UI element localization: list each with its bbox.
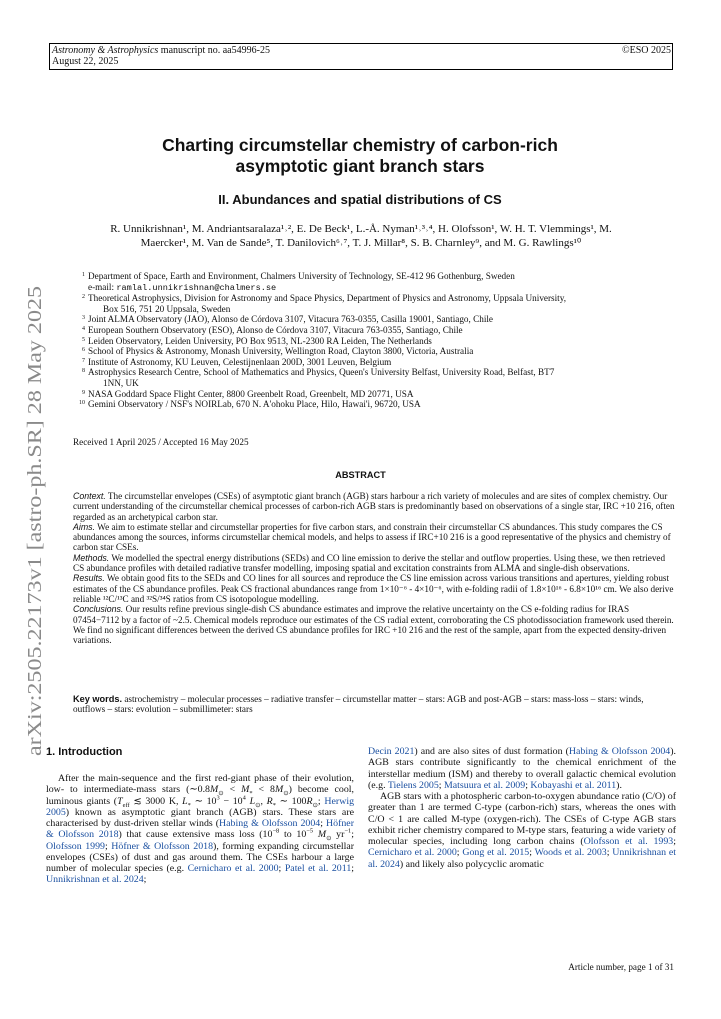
affiliation-label: European Southern Observatory (ESO), Alonso de Córdova 3107, Vitacura 763-0355, Santiago, Chile (88, 324, 463, 335)
paragraph: After the main-sequence and the first red-giant phase of their evolution, low- to intermediate-mass stars $(\sim 0.8M_⊙ < M_* < 8M_⊙)$ become cool, luminous giants ($T_{eff}$ ≲ 3000 K, $L_*$ ∼ $10^3 - 10^4$ $L_⊙$, $R_*$ ∼ $100R_⊙$; Herwig 2005) known as asymptotic giant branch (AGB) stars. These stars are characterised by dust-driven stellar winds (Habing & Olofsson 2004; Höfner & Olofsson 2018) that cause extensive mass loss ($10^{-8}$ to $10^{-5}$ $M_⊙$ $yr^{-1}$; Olofsson 1999; Höfner & Olofsson 2018), forming expanding circumstellar envelopes (CSEs) of dust and gas around them. The CSEs harbour a large number of molecular species (e.g. Cernicharo et al. 2000; Patel et al. 2011; Unnikrishnan et al. 2024; (46, 773, 355, 886)
affiliation-number: 4 (82, 325, 85, 332)
label-conclusions: Conclusions. (73, 604, 124, 615)
page-footer: Article number, page 1 of 31 (568, 962, 674, 972)
citation-link[interactable]: Habing & Olofsson 2004 (568, 746, 671, 757)
affiliation-label: e-mail: (88, 281, 117, 292)
citation-link[interactable]: Tielens 2005 (387, 779, 439, 791)
citation-link[interactable]: Gong et al. 2015 (462, 847, 530, 859)
affiliation-label: Theoretical Astrophysics, Division for Astronomy and Space Physics, Department of Physics and Astronomy, Uppsala University, (88, 293, 567, 304)
keywords-text: astrochemistry – molecular processes – radiative transfer – circumstellar matter – stars: AGB and post-AGB – stars: mass-loss – stars: winds, outflows – stars: evolution – submillimeter: stars (73, 694, 644, 715)
affiliation-number: 10 (79, 400, 85, 407)
citation-link[interactable]: Patel et al. 2011 (284, 863, 352, 874)
citation-link[interactable]: Kobayashi et al. 2011 (530, 779, 617, 791)
manuscript-number: manuscript no. aa54996-25 (158, 45, 270, 56)
affiliation-row (73, 346, 673, 357)
affiliation-text (88, 346, 473, 357)
affiliation-row (73, 293, 673, 304)
abstract-context (73, 491, 676, 522)
keywords (73, 694, 676, 715)
affiliation-text (88, 325, 463, 336)
affiliation-row (73, 399, 673, 410)
body-left-column (46, 773, 354, 886)
affiliation-number (73, 282, 88, 294)
text-results: We obtain good fits to the SEDs and CO lines for all sources and reproduce the CS line emission across various transitions and apertures, yielding robust estimates of the CS abundance profiles. Peak CS fractional abundances range from 1×10⁻⁶ - 4×10⁻⁶, with e-folding radii of 1.8×10¹⁶ - 6.8×10¹⁶ cm. We also derive reliable ¹²C/¹³C and ³²S/³⁴S ratios from CS isotopologue modelling. (73, 573, 674, 604)
affiliation-number: 8 (82, 368, 85, 375)
text-methods: We modelled the spectral energy distributions (SEDs) and CO line emission to derive the stellar and outflow properties. Using these, we then retrieved CS abundance profiles with detailed radiative transfer modelling, imposing spatial and excitation constraints from ALMA and single-dish observations. (73, 552, 666, 574)
label-methods: Methods. (73, 552, 110, 563)
affiliation-number: 3 (82, 315, 85, 322)
affiliation-text (88, 282, 276, 294)
affiliation-number: 6 (82, 347, 85, 354)
abstract-heading: ABSTRACT (335, 470, 386, 480)
citation-link[interactable]: Herwig 2005 (46, 795, 355, 818)
citation-link[interactable]: Höfner & Olofsson 2018 (111, 840, 214, 852)
affiliation-number (73, 304, 88, 315)
affiliation-number: 9 (82, 389, 85, 396)
affiliation-label: Joint ALMA Observatory (JAO), Alonso de Córdova 3107, Vitacura 763-0355, Casilla 19001, Santiago, Chile (88, 314, 494, 325)
text-context: The circumstellar envelopes (CSEs) of asymptotic giant branch (AGB) stars harbour a rich variety of molecules and are sites of complex chemistry. Our current understanding of the circumstellar chemical processes of carbon-rich AGB stars is predominantly based on observations of a single star, IRC +10 216, often regarded as an archetypical carbon star. (73, 491, 675, 522)
affiliation-row (73, 336, 673, 347)
affiliation-text (88, 367, 554, 378)
affiliation-label: Leiden Observatory, Leiden University, PO Box 9513, NL-2300 RA Leiden, The Netherlands (88, 335, 432, 346)
arxiv-id: arXiv:2505.22173v1 [astro-ph.SR] 28 May 2025 (24, 364, 46, 756)
citation-link[interactable]: Habing & Olofsson 2004 (219, 818, 321, 829)
received-date: Received 1 April 2025 / Accepted 16 May 2025 (73, 437, 249, 447)
label-context: Context. (73, 491, 106, 501)
email-link[interactable]: ramlal.unnikrishnan@chalmers.se (116, 282, 277, 293)
affiliation-label: Box 516, 751 20 Uppsala, Sweden (103, 303, 231, 314)
affiliation-row (73, 378, 673, 389)
affiliation-row (73, 367, 673, 378)
running-header-date: August 22, 2025 (52, 56, 119, 67)
citation-link[interactable]: Cernicharo et al. 2000 (368, 847, 457, 859)
authors-line-2: Maercker¹, M. Van de Sande⁵, T. Danilovich⁶˒⁷, T. J. Millar⁸, S. B. Charnley⁹, and M. G. Rawlings¹⁰ (140, 237, 582, 249)
keywords-label: Key words. (73, 694, 123, 704)
affiliation-row (73, 357, 673, 368)
affiliation-number (73, 378, 88, 389)
paragraph: Decin 2021) and are also sites of dust formation (Habing & Olofsson 2004). AGB stars contribute significantly to the chemical enrichment of the interstellar medium (ISM) and thereby to overall galactic chemical evolution (e.g. Tielens 2005; Matsuura et al. 2009; Kobayashi et al. 2011). (368, 746, 676, 791)
affiliation-text (88, 304, 230, 315)
affiliation-label: Institute of Astronomy, KU Leuven, Celestijnenlaan 200D, 3001 Leuven, Belgium (88, 356, 392, 367)
paper-subtitle: II. Abundances and spatial distributions of CS (218, 192, 502, 207)
affiliation-label: Department of Space, Earth and Environment, Chalmers University of Technology, SE-412 96 Gothenburg, Sweden (88, 271, 515, 281)
affiliation-text (88, 314, 493, 325)
affiliation-text (88, 336, 432, 347)
affiliation-row (73, 389, 673, 400)
section-heading: 1. Introduction (46, 746, 123, 758)
label-results: Results. (73, 573, 105, 584)
text-conclusions: Our results refine previous single-dish CS abundance estimates and improve the relative uncertainty on the CS e-folding radius for IRAS 07454−7112 by a factor of ~2.5. Chemical models reproduce our estimates of the CS radial extent, corroborating the CS photodissociation framework used therein. We find no significant differences between the derived CS abundance profiles for IRC +10 216 and the rest of the sample, apart from the expected density-driven variations. (73, 604, 674, 646)
affiliation-number: 2 (82, 294, 85, 301)
affiliation-row (73, 314, 673, 325)
affiliation-number: 7 (82, 357, 85, 364)
abstract-aims (73, 522, 676, 553)
abstract-results (73, 573, 676, 604)
citation-link[interactable]: Olofsson 1999 (46, 840, 105, 852)
affiliation-row (73, 304, 673, 315)
citation-link[interactable]: Matsuura et al. 2009 (444, 779, 526, 791)
title-line-2: asymptotic giant branch stars (235, 156, 485, 176)
title-line-1: Charting circumstellar chemistry of carbon-rich (162, 135, 558, 155)
citation-link[interactable]: Höfner & Olofsson 2018 (46, 818, 354, 841)
journal-name: Astronomy & Astrophysics (52, 45, 159, 56)
affiliation-label: Astrophysics Research Centre, School of Mathematics and Physics, Queen's University Belfast, University Road, Belfast, BT7 (88, 367, 555, 378)
paragraph: AGB stars with a photospheric carbon-to-oxygen abundance ratio (C/O) of greater than 1 are termed C-type (carbon-rich) stars, whereas the ones with C/O < 1 are called M-type (oxygen-rich). The CSEs of C-type AGB stars exhibit richer chemistry compared to M-type stars, featuring a wide variety of molecular species, including long carbon chains (Olofsson et al. 1993; Cernicharo et al. 2000; Gong et al. 2015; Woods et al. 2003; Unnikrishnan et al. 2024) and likely also polycyclic aromatic (368, 791, 676, 870)
citation-link[interactable]: Decin 2021 (368, 746, 415, 757)
citation-link[interactable]: Unnikrishnan et al. 2024 (46, 874, 144, 886)
arxiv-stamp (12, 280, 48, 760)
citation-link[interactable]: Unnikrishnan et al. 2024 (368, 847, 676, 870)
body-right-column (368, 746, 676, 870)
affiliation-list (73, 271, 673, 410)
affiliation-text (88, 389, 413, 400)
affiliation-label: NASA Goddard Space Flight Center, 8800 Greenbelt Road, Greenbelt, MD 20771, USA (88, 388, 414, 399)
abstract (73, 491, 676, 645)
affiliation-text (88, 293, 566, 304)
affiliation-text (88, 357, 391, 368)
running-header-journal (52, 45, 270, 56)
abstract-conclusions (73, 604, 676, 645)
citation-link[interactable]: Olofsson et al. 1993 (583, 836, 674, 847)
affiliation-number: 1 (82, 272, 85, 278)
affiliation-text (88, 378, 139, 389)
affiliation-text (88, 271, 515, 282)
affiliation-row (73, 271, 673, 282)
citation-link[interactable]: Woods et al. 2003 (534, 847, 607, 859)
affiliation-label: 1NN, UK (103, 377, 139, 388)
abstract-methods (73, 553, 676, 574)
author-list (56, 222, 666, 250)
authors-line-1: R. Unnikrishnan¹, M. Andriantsaralaza¹˒², E. De Beck¹, L.-Å. Nyman¹˒³˒⁴, H. Olofsson¹, W. H. T. Vlemmings¹, M. (110, 223, 612, 235)
label-aims: Aims. (73, 521, 95, 532)
text-aims: We aim to estimate stellar and circumstellar properties for five carbon stars, and constrain their circumstellar CS abundances. This study compares the CS abundances among the sources, informs circumstellar chemical models, and helps to assess if IRC+10 216 is a good representative of the physics and chemistry of carbon star CSEs. (73, 521, 671, 553)
paper-title (60, 135, 660, 177)
affiliation-label: School of Physics & Astronomy, Monash University, Wellington Road, Clayton 3800, Victoria, Australia (88, 346, 474, 357)
affiliation-number: 5 (82, 336, 85, 343)
copyright: ©ESO 2025 (622, 45, 671, 56)
affiliation-label: Gemini Observatory / NSF's NOIRLab, 670 N. A'ohoku Place, Hilo, Hawai'i, 96720, USA (88, 399, 421, 410)
affiliation-row (73, 325, 673, 336)
affiliation-text (88, 399, 421, 410)
affiliation-row (73, 282, 673, 294)
citation-link[interactable]: Cernicharo et al. 2000 (187, 863, 279, 874)
